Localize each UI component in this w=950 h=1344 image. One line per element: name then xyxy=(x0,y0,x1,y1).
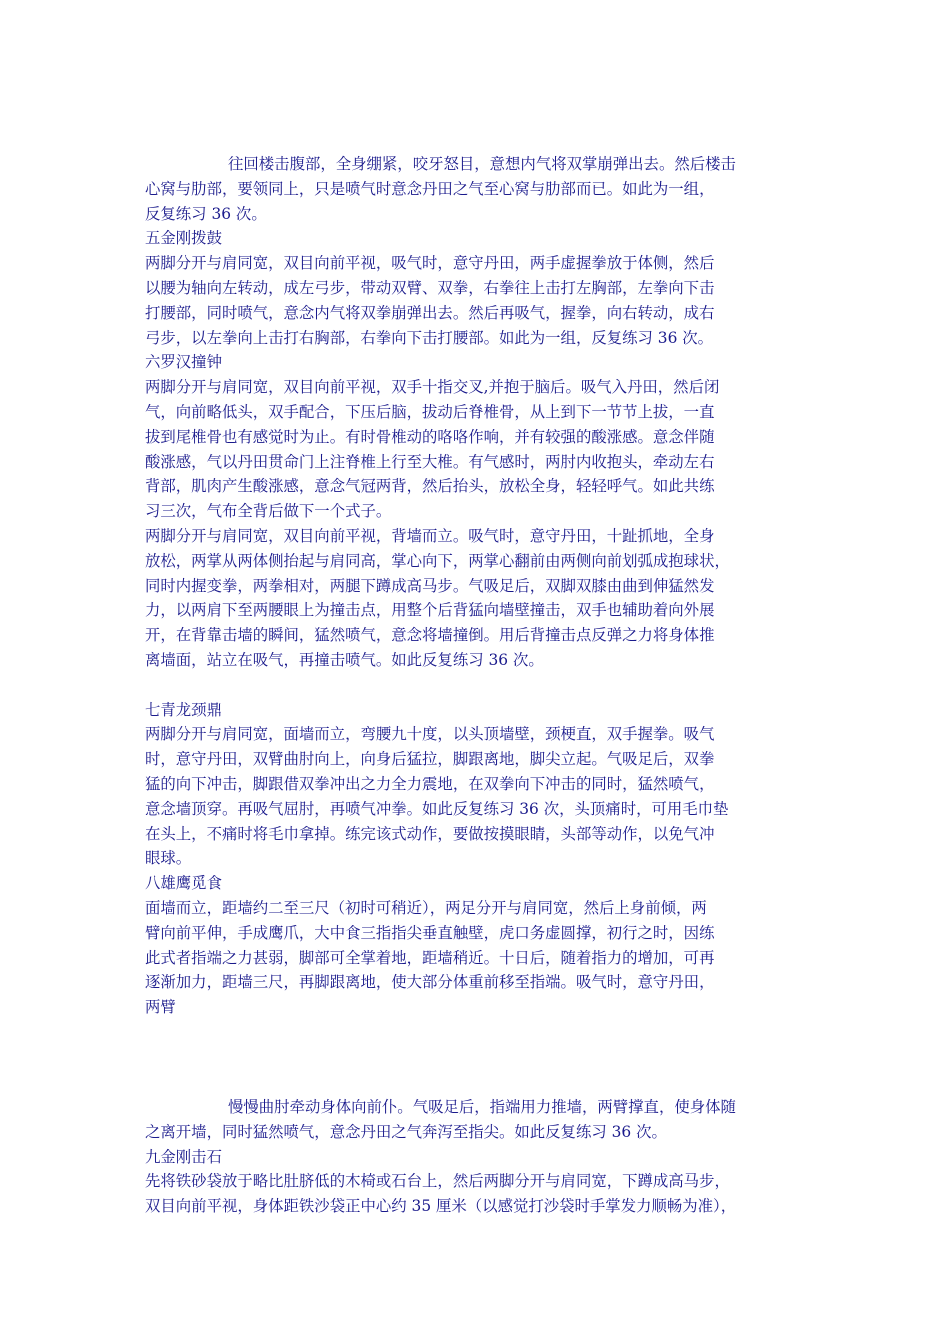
text-line: 之离开墙，同时猛然喷气，意念丹田之气奔泻至指尖。如此反复练习 36 次。 xyxy=(145,1122,667,1141)
text-line: 臂向前平伸，手成鹰爪，大中食三指指尖垂直触壁，虎口务虚圆撑，初行之时，因练 xyxy=(145,923,715,942)
text-line: 酸涨感，气以丹田贯命门上注脊椎上行至大椎。有气感时，两肘内收抱头，牵动左右 xyxy=(145,452,715,471)
text-line: 往回楼击腹部，全身绷紧，咬牙怒目，意想内气将双掌崩弹出去。然后楼击 xyxy=(228,155,736,173)
section-heading: 八雄鹰觅食 xyxy=(145,874,222,893)
text-line: 面墙而立，距墙约二至三尺（初时可稍近），两足分开与肩同宽，然后上身前倾，两 xyxy=(145,898,707,917)
paragraph-continuation-2 xyxy=(145,1095,821,1145)
text-line: 反复练习 36 次。 xyxy=(145,204,267,223)
section-heading: 七青龙颈鼎 xyxy=(145,700,222,719)
text-line: 先将铁砂袋放于略比肚脐低的木椅或石台上，然后两脚分开与肩同宽，下蹲成高马步， xyxy=(145,1172,730,1191)
text-line: 力，以两肩下至两腰眼上为撞击点，用整个后背猛向墙壁撞击，双手也辅助着向外展 xyxy=(145,601,715,620)
text-line: 两脚分开与肩同宽，双目向前平视，双手十指交叉,并抱于脑后。吸气入丹田，然后闭 xyxy=(145,378,720,397)
text-line: 眼球。 xyxy=(145,849,192,868)
text-line: 两脚分开与肩同宽，面墙而立，弯腰九十度，以头顶墙壁，颈梗直，双手握拳。吸气 xyxy=(145,725,715,744)
section-heading: 六罗汉撞钟 xyxy=(145,353,222,372)
text-line: 两脚分开与肩同宽，双目向前平视，背墙而立。吸气时，意守丹田，十趾抓地，全身 xyxy=(145,526,715,545)
text-line: 同时内握变拳，两拳相对，两腿下蹲成高马步。气吸足后，双脚双膝由曲到伸猛然发 xyxy=(145,576,715,595)
text-line: 心窝与肋部，要领同上，只是喷气时意念丹田之气至心窝与肋部而已。如此为一组， xyxy=(145,179,715,198)
text-line: 以腰为轴向左转动，成左弓步，带动双臂、双拳，右拳往上击打左胸部，左拳向下击 xyxy=(145,278,715,297)
section-jingang-bagu xyxy=(145,226,821,350)
text-line: 拔到尾椎骨也有感觉时为止。有时骨椎动的咯咯作响，并有较强的酸涨感。意念伴随 xyxy=(145,427,715,446)
text-line: 背部，肌肉产生酸涨感，意念气冠两背，然后抬头，放松全身，轻轻呼气。如此共练 xyxy=(145,477,715,496)
section-qinglong-jingding xyxy=(145,698,821,872)
text-line: 气，向前略低头，双手配合，下压后脑，拔动后脊椎骨，从上到下一节节上拔，一直 xyxy=(145,402,715,421)
text-line: 慢慢曲肘牵动身体向前仆。气吸足后，指端用力推墙，两臂撑直，使身体随 xyxy=(228,1098,736,1116)
text-line: 在头上，不痛时将毛巾拿掉。练完该式动作，要做按摸眼睛，头部等动作，以免气冲 xyxy=(145,824,715,843)
text-line: 逐渐加力，距墙三尺，再脚跟离地，使大部分体重前移至指端。吸气时，意守丹田， xyxy=(145,973,715,992)
text-line: 此式者指端之力甚弱，脚部可全掌着地，距墙稍近。十日后，随着指力的增加，可再 xyxy=(145,948,715,967)
text-line: 离墙面，站立在吸气，再撞击喷气。如此反复练习 36 次。 xyxy=(145,650,544,669)
text-line: 弓步，以左拳向上击打右胸部，右拳向下击打腰部。如此为一组，反复练习 36 次。 xyxy=(145,328,714,347)
text-line: 意念墙顶穿。再吸气屈肘，再喷气冲拳。如此反复练习 36 次，头顶痛时，可用毛巾垫 xyxy=(145,799,729,818)
text-line: 时，意守丹田，双臂曲肘向上，向身后猛拉，脚跟离地，脚尖立起。气吸足后，双拳 xyxy=(145,750,715,769)
text-line: 放松，两掌从两体侧抬起与肩同高，掌心向下，两掌心翻前由两侧向前划弧成抱球状， xyxy=(145,551,730,570)
text-line: 习三次，气布全背后做下一个式子。 xyxy=(145,502,392,521)
text-line: 开，在背靠击墙的瞬间，猛然喷气，意念将墙撞倒。用后背撞击点反弹之力将身体推 xyxy=(145,626,715,645)
section-jingang-jishi xyxy=(145,1145,821,1219)
text-line: 双目向前平视，身体距铁沙袋正中心约 35 厘米（以感觉打沙袋时手掌发力顺畅为准）， xyxy=(145,1197,737,1216)
paragraph-continuation-1 xyxy=(145,152,821,226)
text-line: 两脚分开与肩同宽，双目向前平视，吸气时，意守丹田，两手虚握拳放于体侧，然后 xyxy=(145,254,715,273)
text-line: 猛的向下冲击，脚跟借双拳冲出之力全力震地，在双拳向下冲击的同时，猛然喷气， xyxy=(145,774,715,793)
text-line: 两臂 xyxy=(145,998,176,1017)
section-heading: 五金刚拨鼓 xyxy=(145,229,222,248)
section-xiongying-mishi xyxy=(145,871,821,1020)
section-luohan-zhuangzhong xyxy=(145,350,821,672)
section-heading: 九金刚击石 xyxy=(145,1147,222,1166)
text-line: 打腰部，同时喷气，意念内气将双拳崩弹出去。然后再吸气，握拳，向右转动，成右 xyxy=(145,303,715,322)
